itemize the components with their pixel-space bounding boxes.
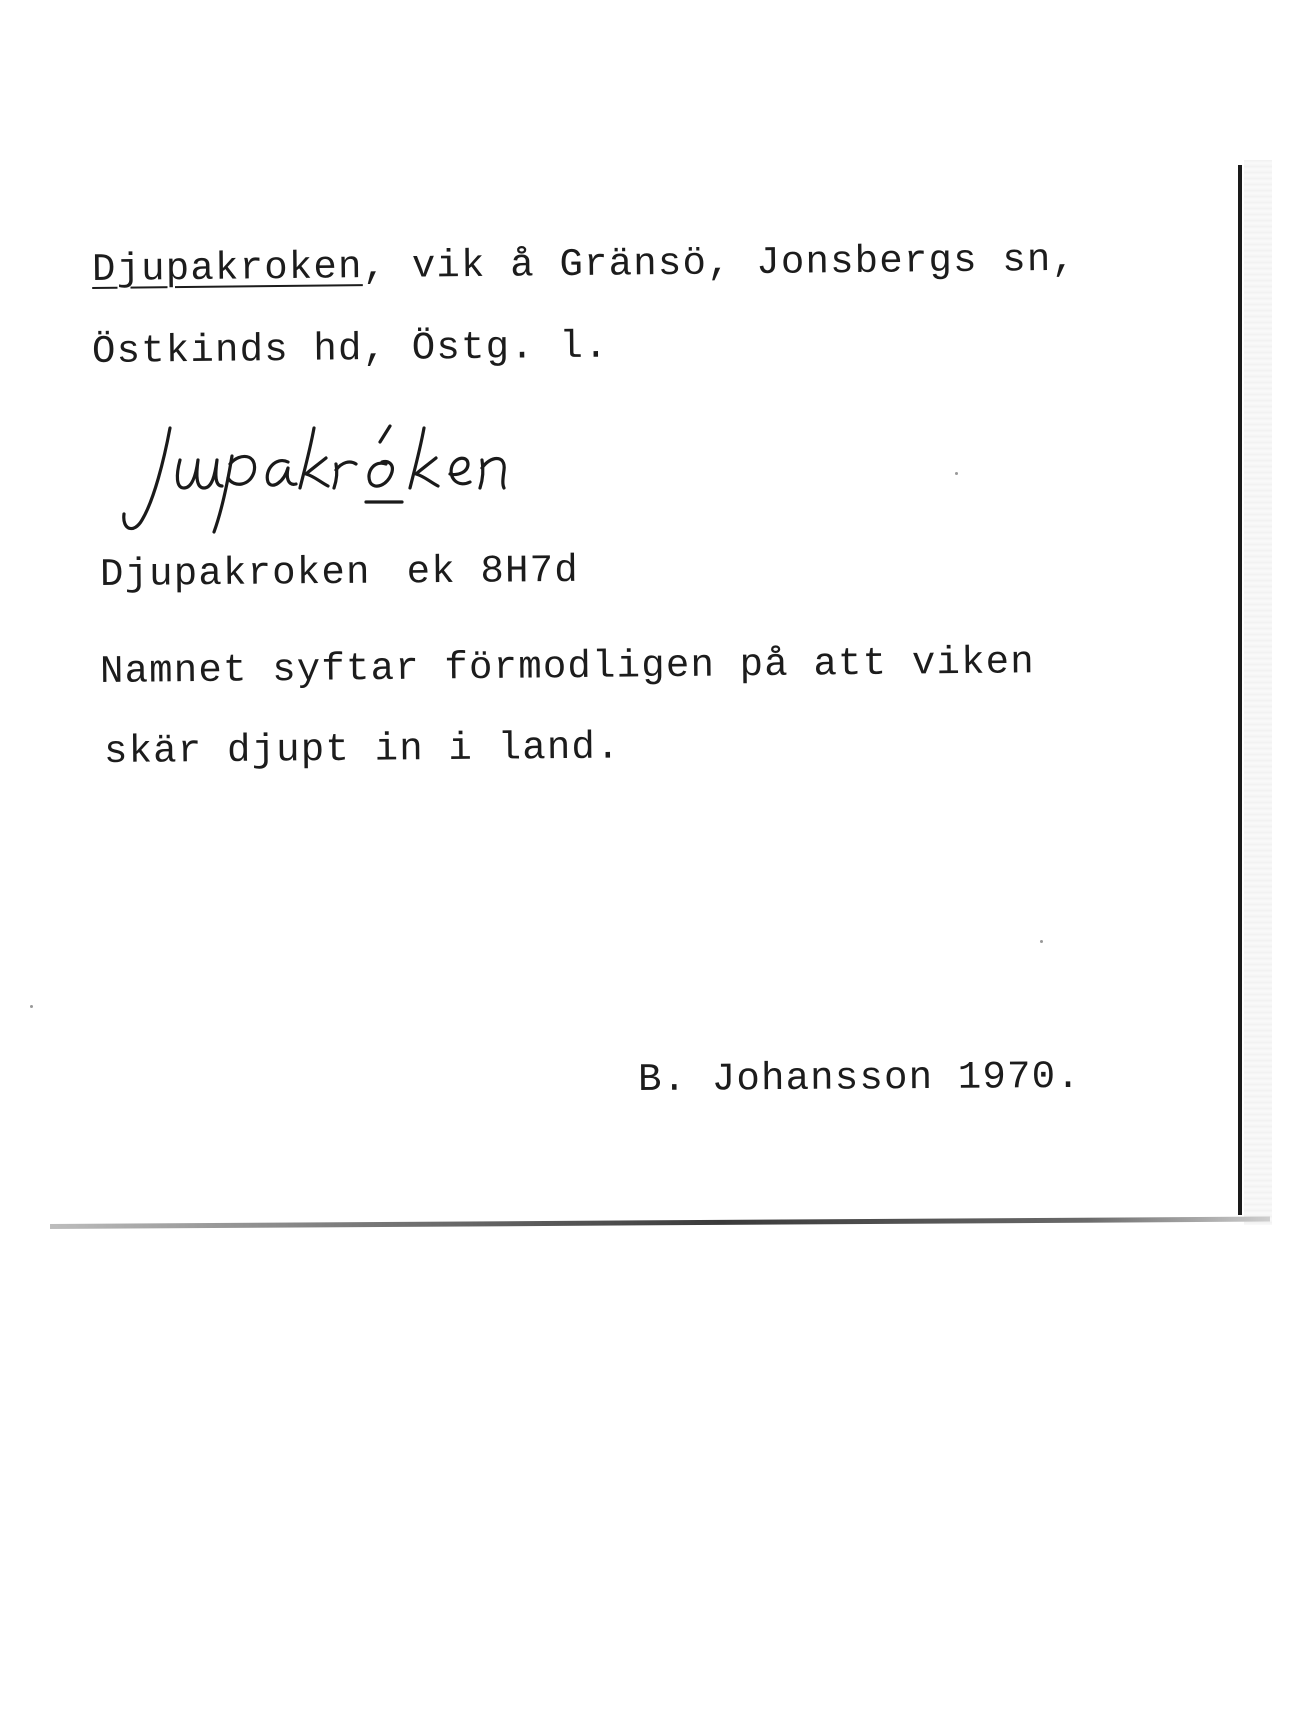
handwritten-pronunciation bbox=[118, 420, 588, 540]
heading-line-1 bbox=[92, 238, 1077, 292]
heading-line-2: Östkinds hd, Östg. l. bbox=[91, 324, 609, 374]
card-edge-right bbox=[1238, 165, 1242, 1215]
heading-line-1-rest: , vik å Gränsö, Jonsbergs sn, bbox=[362, 237, 1077, 290]
signature: B. Johansson 1970. bbox=[637, 1054, 1082, 1102]
map-reference-name: Djupakroken bbox=[99, 550, 371, 597]
map-reference-code: ek 8H7d bbox=[406, 548, 580, 595]
scan-speck bbox=[1040, 940, 1043, 943]
map-reference-line bbox=[100, 549, 579, 597]
note-line-2: skär djupt in i land. bbox=[103, 725, 621, 774]
place-name: Djupakroken bbox=[91, 245, 363, 292]
card-edge-shadow bbox=[1244, 160, 1272, 1225]
card-edge-bottom bbox=[50, 1217, 1270, 1229]
scan-speck bbox=[30, 1005, 33, 1008]
note-line-1: Namnet syftar förmodligen på att viken bbox=[99, 640, 1036, 694]
handwriting-signature-image bbox=[118, 420, 588, 540]
scan-speck bbox=[955, 472, 958, 475]
